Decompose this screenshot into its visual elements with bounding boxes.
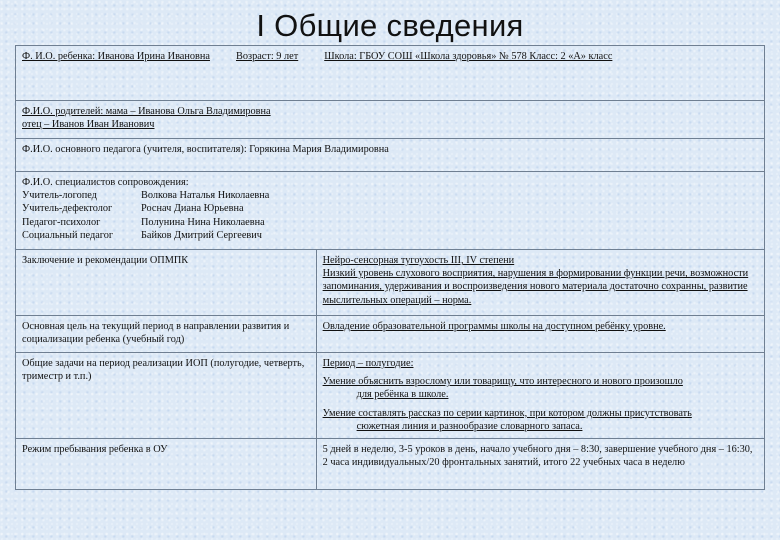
table-row-conclusion (16, 250, 765, 316)
parents-mother: Ф.И.О. родителей: мама – Иванова Ольга Владимировна (22, 106, 271, 117)
school-class: Школа: ГБОУ СОШ «Школа здоровья» № 578 Класс: 2 «А» класс (324, 51, 613, 62)
specialist-role: Педагог-психолог (22, 216, 101, 228)
parents-father: отец – Иванов Иван Иванович (22, 119, 155, 131)
specialist-name: Роснач Диана Юрьевна (141, 203, 244, 215)
task-1-continued: для ребёнка в школе. (356, 389, 449, 401)
schedule-label: Режим пребывания ребенка в ОУ (22, 444, 168, 455)
specialist-row (22, 229, 758, 242)
specialist-name: Байков Дмитрий Сергеевич (141, 229, 262, 241)
page-title: I Общие сведения (256, 8, 524, 43)
main-goal-value: Овладение образовательной программы школы на доступном ребёнку уровне. (322, 321, 666, 332)
table-row-parents (16, 101, 765, 139)
table-row-child (16, 46, 765, 101)
specialists-heading: Ф.И.О. специалистов сопровождения: (22, 177, 189, 188)
tasks-label: Общие задачи на период реализации ИОП (полугодие, четверть, триместр и т.п.) (22, 358, 305, 383)
iop-general-info-table (15, 45, 765, 490)
specialist-row (22, 189, 758, 202)
task-1: Умение объяснить взрослому или товарищу, что интересного и нового произошло (322, 376, 683, 388)
table-row-specialists (16, 172, 765, 250)
tasks-period: Период – полугодие: (322, 358, 414, 369)
conclusion-label: Заключение и рекомендации ОПМПК (22, 255, 189, 266)
task-2: Умение составлять рассказ по серии картинок, при котором должны присутствовать (322, 407, 692, 419)
child-name: Ф. И.О. ребенка: Иванова Ирина Ивановна (22, 51, 210, 62)
conclusion-diagnosis: Нейро-сенсорная тугоухость III, IV степени (322, 255, 515, 266)
table-row-teacher (16, 139, 765, 172)
specialist-role: Социальный педагог (22, 229, 114, 241)
main-goal-label: Основная цель на текущий период в направлении развития и социализации ребенка (учебный год) (22, 321, 290, 346)
conclusion-details: Низкий уровень слухового восприятия, нарушения в формировании функции речи, возможности запоминания, удерживания и воспроизведения нового материала достаточно сохранны, развитие мыслительных операций – норма. (322, 268, 749, 306)
specialist-role: Учитель-дефектолог (22, 203, 113, 215)
table-row-tasks (16, 353, 765, 439)
specialist-row (22, 216, 758, 229)
child-age: Возраст: 9 лет (235, 51, 299, 62)
specialist-name: Полунина Нина Николаевна (141, 216, 265, 228)
schedule-value: 5 дней в неделю, 3-5 уроков в день, начало учебного дня – 8:30, завершение учебного дня – 16:30, 2 часа индивидуальных/20 фронтальных занятий, итого 22 учебных часа в неделю (322, 444, 753, 469)
table-row-main-goal (16, 316, 765, 353)
specialist-role: Учитель-логопед (22, 190, 97, 202)
table-row-schedule (16, 439, 765, 490)
task-2-continued: сюжетная линия и разнообразие словарного запаса. (356, 420, 583, 432)
specialist-row (22, 202, 758, 215)
specialist-name: Волкова Наталья Николаевна (141, 190, 270, 202)
main-teacher: Ф.И.О. основного педагога (учителя, воспитателя): Горякина Мария Владимировна (22, 144, 389, 155)
